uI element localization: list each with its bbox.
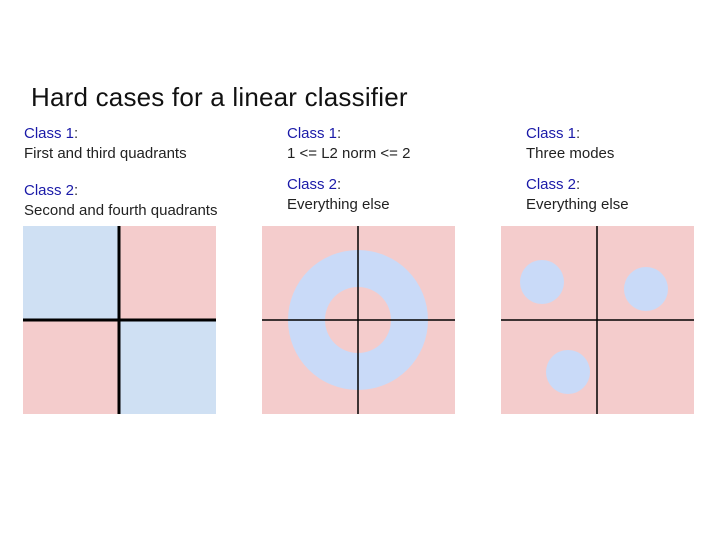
class1-description: Three modes (526, 145, 615, 162)
case-modes (526, 124, 720, 215)
class2-description: Everything else (287, 196, 390, 213)
class1-description: 1 <= L2 norm <= 2 (287, 145, 411, 162)
class1-heading: Class 1: (526, 125, 581, 142)
class2-label: Class 2 (526, 176, 577, 193)
class1-heading: Class 1: (24, 125, 79, 142)
ring-plot-svg (262, 226, 455, 414)
quadrant-first (119, 226, 216, 320)
class2-label: Class 2 (24, 182, 75, 199)
class2-heading: Class 2: (526, 176, 581, 193)
mode-blob (624, 267, 668, 311)
modes-plot (501, 226, 694, 414)
class1-label: Class 1 (24, 125, 75, 142)
xor-plot-svg (23, 226, 216, 414)
class2-description: Second and fourth quadrants (24, 202, 218, 219)
class1-label: Class 1 (526, 125, 577, 142)
case-ring (287, 124, 517, 215)
quadrant-second (23, 226, 119, 320)
class2-description: Everything else (526, 196, 629, 213)
class2-label: Class 2 (287, 176, 338, 193)
quadrant-fourth (119, 320, 216, 414)
class2-heading: Class 2: (24, 182, 79, 199)
mode-blob (546, 350, 590, 394)
class1-label: Class 1 (287, 125, 338, 142)
class2-heading: Class 2: (287, 176, 342, 193)
modes-plot-svg (501, 226, 694, 414)
ring-plot (262, 226, 455, 414)
class1-heading: Class 1: (287, 125, 342, 142)
mode-blob (520, 260, 564, 304)
slide-title: Hard cases for a linear classifier (31, 82, 408, 112)
xor-plot (23, 226, 216, 414)
case-xor (24, 124, 254, 221)
class1-description: First and third quadrants (24, 145, 187, 162)
quadrant-third (23, 320, 119, 414)
